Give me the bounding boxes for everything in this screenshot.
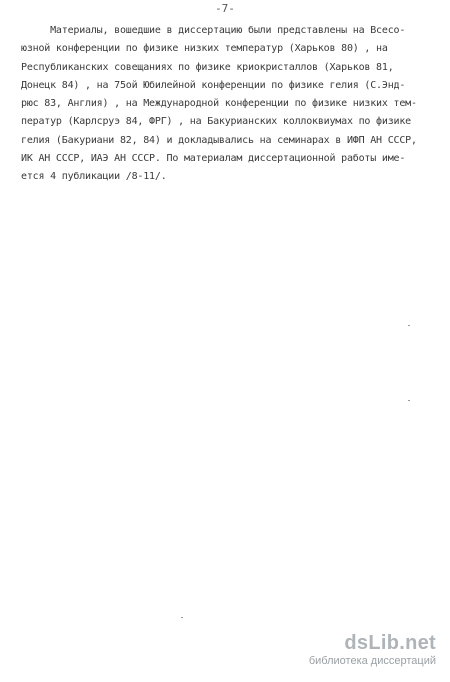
- text-line: ператур (Карлсруэ 84, ФРГ) , на Бакурианских коллоквиумах по физике: [21, 116, 411, 128]
- page-number: -7-: [215, 2, 235, 15]
- text-line: гелия (Бакуриани 82, 84) и докладывались на семинарах в ИФП АН СССР,: [21, 134, 417, 146]
- body-paragraph: [21, 22, 431, 187]
- scan-speck: [408, 325, 410, 326]
- text-line: юзной конференции по физике низких температур (Харьков 80) , на: [21, 43, 388, 55]
- watermark: [309, 632, 436, 668]
- text-line: Республиканских совещаниях по физике криокристаллов (Харьков 81,: [21, 61, 394, 73]
- text-line: рюс 83, Англия) , на Международной конференции по физике низких тем-: [21, 98, 417, 110]
- text-line: ется 4 публикации /8-11/.: [21, 171, 167, 183]
- watermark-caption: библиотека диссертаций: [308, 655, 436, 667]
- text-line: Донецк 84) , на 75ой Юбилейной конференции по физике гелия (С.Энд-: [21, 79, 406, 91]
- text-line: Материалы, вошедшие в диссертацию были представлены на Всесо-: [21, 25, 406, 36]
- scan-speck: [408, 400, 410, 401]
- scan-speck: [181, 617, 183, 618]
- watermark-logo: dsLib.net: [344, 632, 436, 654]
- text-line: ИК АН СССР, ИАЭ АН СССР. По материалам диссертационной работы име-: [21, 153, 406, 165]
